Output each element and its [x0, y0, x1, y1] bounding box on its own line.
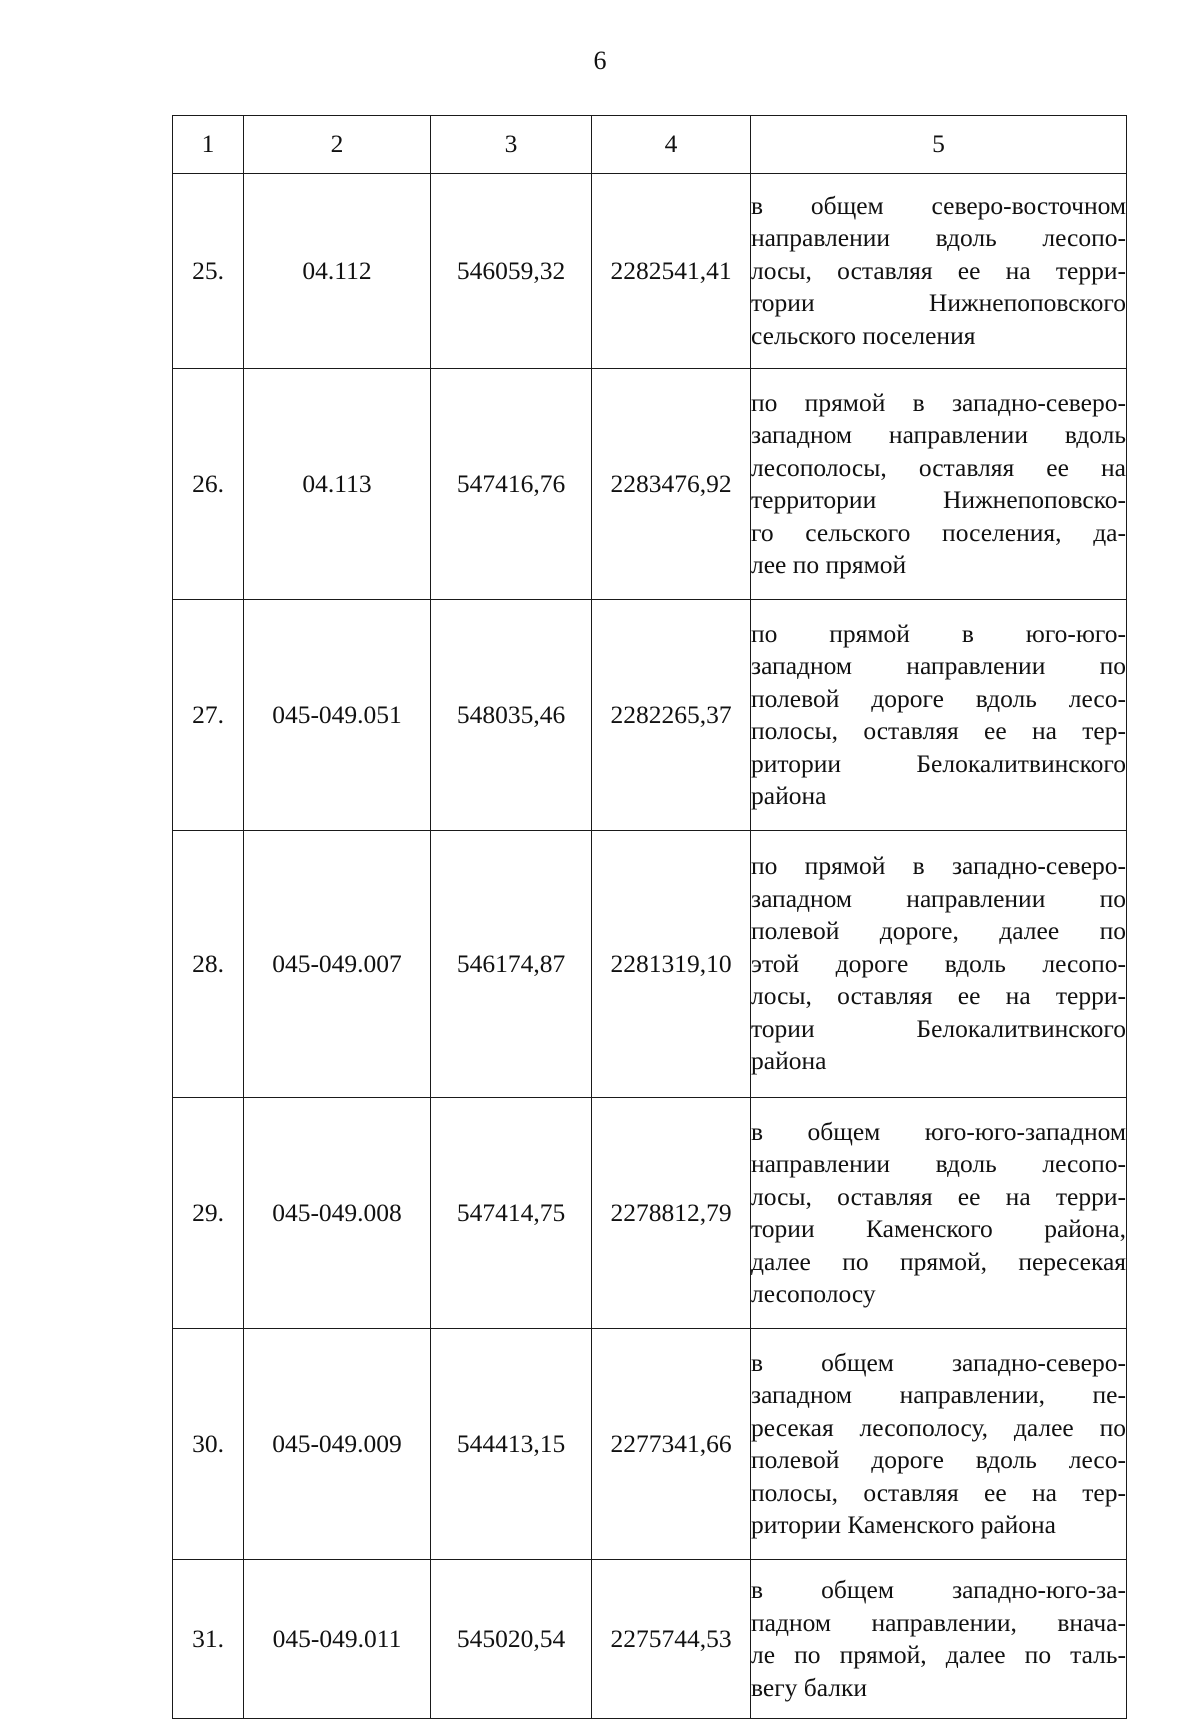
point-code-cell: 045-049.009: [244, 1329, 431, 1560]
x-coordinate-cell: 545020,54: [431, 1560, 592, 1719]
description-line: падном направлении, внача-: [751, 1607, 1126, 1637]
description-line: полевой дороге вдоль лесо-: [751, 1445, 1126, 1474]
description-line: ритории Каменского района: [751, 1510, 1057, 1539]
y-coordinate-cell: 2277341,66: [592, 1329, 751, 1560]
x-coordinate-cell: 548035,46: [431, 600, 592, 831]
point-code-cell: 045-049.011: [244, 1560, 431, 1719]
description-line: тории Белокалитвинского: [751, 1013, 1126, 1043]
description-cell: [751, 1560, 1127, 1719]
description-cell: [751, 174, 1127, 369]
y-coordinate-cell: 2281319,10: [592, 831, 751, 1098]
description-line: в общем юго-юго-западном: [751, 1116, 1126, 1146]
y-coordinate-cell: 2282541,41: [592, 174, 751, 369]
row-number-cell: 30.: [173, 1329, 244, 1560]
description-line: западном направлении вдоль: [751, 420, 1126, 449]
description-line: далее по прямой, пересекая: [751, 1246, 1126, 1276]
header-cell-2: 2: [244, 116, 431, 174]
description-line: тории Каменского района,: [751, 1214, 1126, 1243]
description-line: ресекая лесополосу, далее по: [751, 1412, 1126, 1442]
x-coordinate-cell: 547416,76: [431, 369, 592, 600]
y-coordinate-cell: 2282265,37: [592, 600, 751, 831]
description-line: в общем западно-юго-за-: [751, 1575, 1126, 1604]
description-line: в общем западно-северо-: [751, 1347, 1126, 1377]
table-row: [173, 600, 1127, 831]
description-line: по прямой в юго-юго-: [751, 618, 1126, 648]
description-line: района: [751, 781, 827, 810]
description-line: сельского поселения: [751, 320, 976, 350]
description-line: полосы, оставляя ее на тер-: [751, 716, 1126, 745]
header-cell-5: 5: [751, 116, 1127, 174]
y-coordinate-cell: 2275744,53: [592, 1560, 751, 1719]
description-cell: [751, 369, 1127, 600]
point-code-cell: 045-049.007: [244, 831, 431, 1098]
point-code-cell: 045-049.008: [244, 1098, 431, 1329]
table-row: [173, 369, 1127, 600]
description-line: в общем северо-восточном: [751, 190, 1126, 220]
description-cell: [751, 600, 1127, 831]
y-coordinate-cell: 2278812,79: [592, 1098, 751, 1329]
header-cell-1: 1: [173, 116, 244, 174]
table-row: [173, 174, 1127, 369]
description-line: лосы, оставляя ее на терри-: [751, 1181, 1126, 1211]
row-number-cell: 26.: [173, 369, 244, 600]
description-line: полевой дороге, далее по: [751, 916, 1126, 946]
description-cell: [751, 1329, 1127, 1560]
description-line: западном направлении по: [751, 651, 1126, 680]
description-cell: [751, 831, 1127, 1098]
description-line: по прямой в западно-северо-: [751, 851, 1126, 881]
description-line: ритории Белокалитвинского: [751, 748, 1126, 778]
point-code-cell: 045-049.051: [244, 600, 431, 831]
description-line: направлении вдоль лесопо-: [751, 223, 1126, 253]
description-line: лосы, оставляя ее на терри-: [751, 255, 1126, 285]
x-coordinate-cell: 544413,15: [431, 1329, 592, 1560]
description-line: западном направлении, пе-: [751, 1380, 1126, 1409]
point-code-cell: 04.112: [244, 174, 431, 369]
row-number-cell: 25.: [173, 174, 244, 369]
description-line: направлении вдоль лесопо-: [751, 1149, 1126, 1178]
y-coordinate-cell: 2283476,92: [592, 369, 751, 600]
description-line: лосы, оставляя ее на терри-: [751, 981, 1126, 1011]
description-line: вегу балки: [751, 1672, 868, 1702]
x-coordinate-cell: 546059,32: [431, 174, 592, 369]
description-line: территории Нижнепоповско-: [751, 485, 1126, 514]
description-line: го сельского поселения, да-: [751, 517, 1126, 547]
description-line: тории Нижнепоповского: [751, 288, 1126, 318]
row-number-cell: 31.: [173, 1560, 244, 1719]
table-header-row: [173, 116, 1127, 174]
description-line: полевой дороге вдоль лесо-: [751, 683, 1126, 713]
point-code-cell: 04.113: [244, 369, 431, 600]
description-line: полосы, оставляя ее на тер-: [751, 1477, 1126, 1507]
description-line: ле по прямой, далее по таль-: [751, 1640, 1126, 1669]
description-line: лесополосы, оставляя ее на: [751, 452, 1126, 482]
row-number-cell: 27.: [173, 600, 244, 831]
table-row: [173, 1329, 1127, 1560]
row-number-cell: 28.: [173, 831, 244, 1098]
table-row: [173, 1098, 1127, 1329]
page-number: 6: [593, 46, 607, 75]
header-cell-3: 3: [431, 116, 592, 174]
description-line: западном направлении по: [751, 883, 1126, 913]
table-row: [173, 1560, 1127, 1719]
description-line: района: [751, 1046, 827, 1076]
header-cell-4: 4: [592, 116, 751, 174]
description-line: лее по прямой: [751, 550, 907, 579]
boundary-points-table: [172, 115, 1127, 1719]
row-number-cell: 29.: [173, 1098, 244, 1329]
table-row: [173, 831, 1127, 1098]
description-line: этой дороге вдоль лесопо-: [751, 948, 1126, 978]
description-line: лесополосу: [751, 1279, 876, 1308]
description-cell: [751, 1098, 1127, 1329]
x-coordinate-cell: 547414,75: [431, 1098, 592, 1329]
description-line: по прямой в западно-северо-: [751, 387, 1126, 417]
x-coordinate-cell: 546174,87: [431, 831, 592, 1098]
